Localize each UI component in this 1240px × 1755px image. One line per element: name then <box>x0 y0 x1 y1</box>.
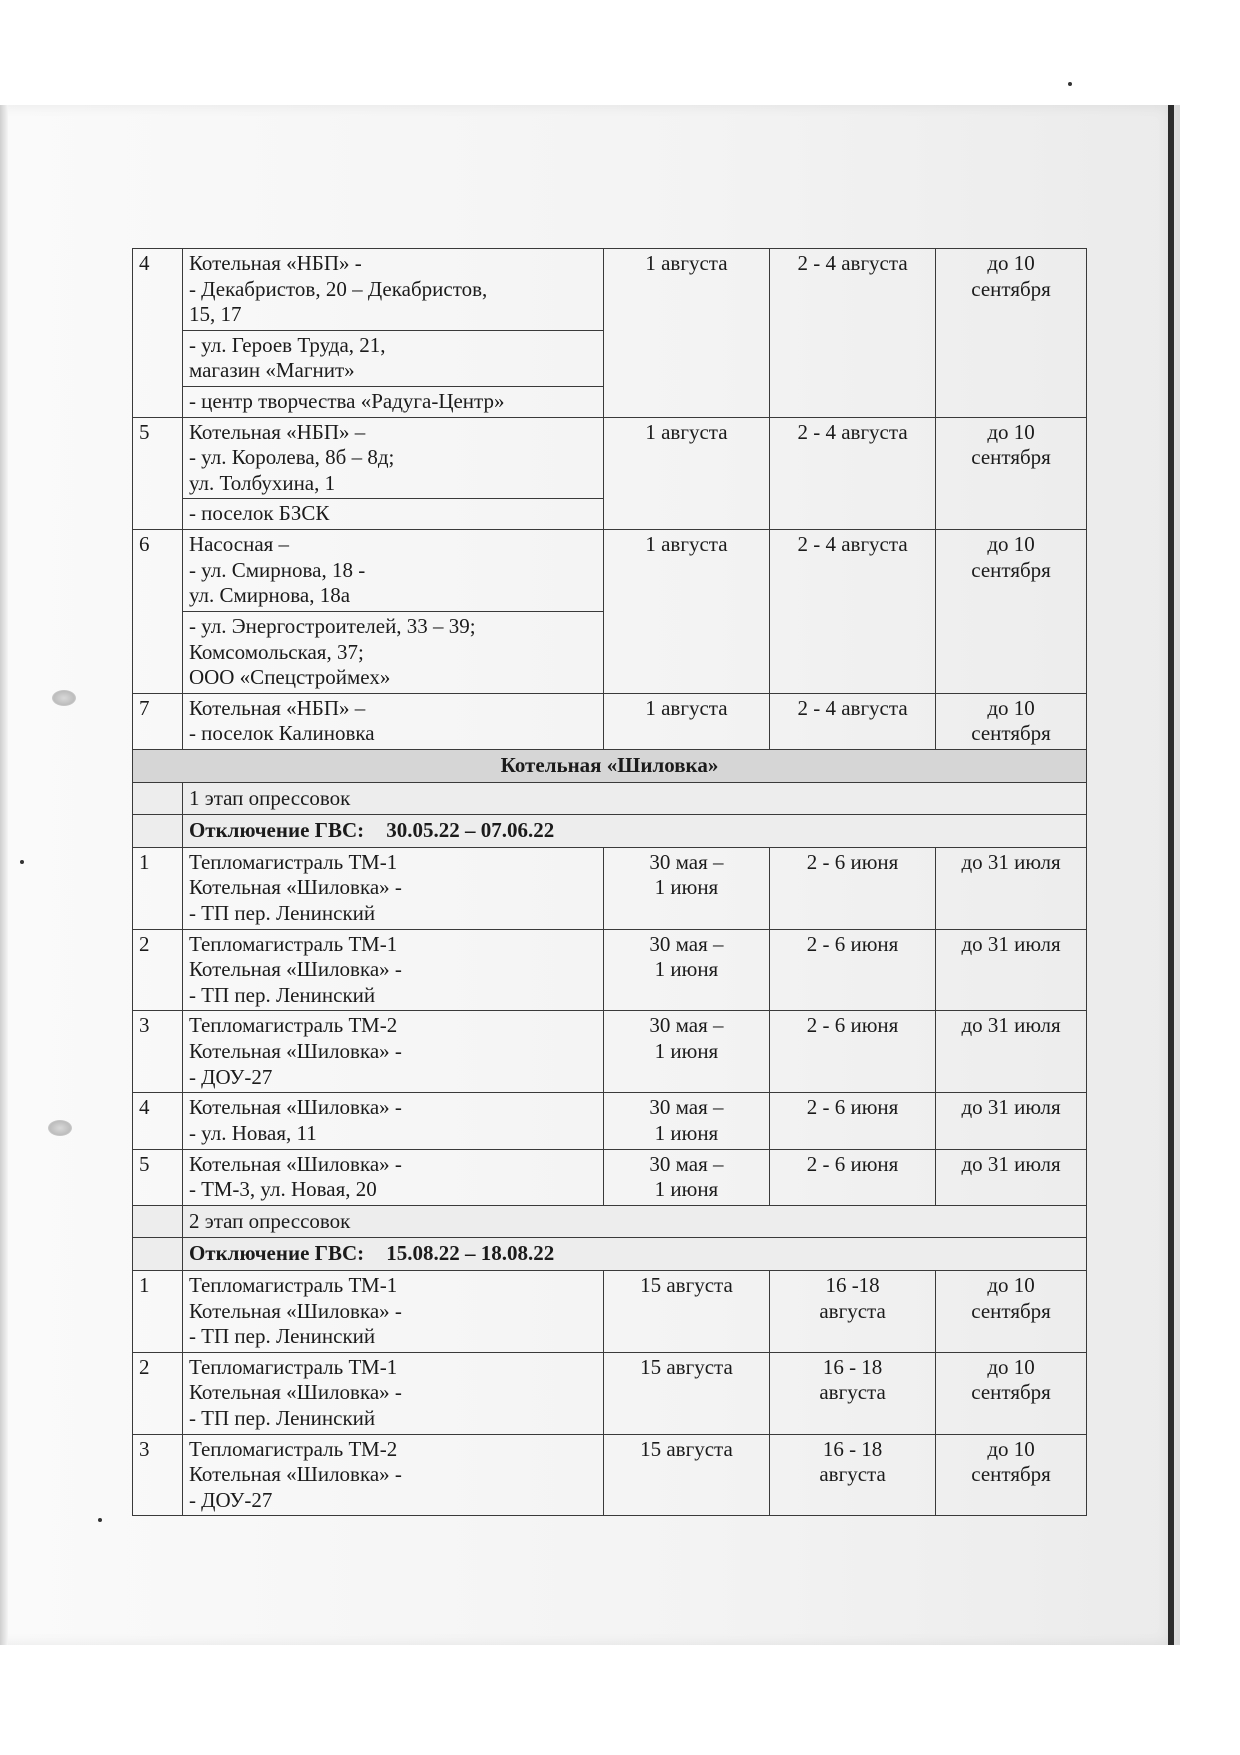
test-date-cell: 2 - 6 июня <box>770 1149 936 1205</box>
repair-deadline-cell: до 10 сентября <box>936 1270 1087 1352</box>
object-cell: - центр творчества «Радуга-Центр» <box>182 387 603 418</box>
test-date-cell: 16 - 18 августа <box>770 1352 936 1434</box>
repair-deadline-cell: до 10 сентября <box>936 1434 1087 1516</box>
shutdown-row <box>133 815 1087 848</box>
stage-label: 1 этап опрессовок <box>182 782 1086 815</box>
object-cell: Насосная – - ул. Смирнова, 18 - ул. Смирнова, 18а <box>182 530 603 612</box>
row-number: 2 <box>133 1352 183 1434</box>
shutdown-label: Отключение ГВС: <box>188 1241 365 1266</box>
test-date-cell: 2 - 6 июня <box>770 929 936 1011</box>
object-cell: - ул. Энергостроителей, 33 – 39; Комсомольская, 37; ООО «Спецстроймех» <box>182 611 603 693</box>
disable-date-cell: 1 августа <box>603 417 769 529</box>
stage-label: 2 этап опрессовок <box>182 1205 1086 1238</box>
shutdown-label: Отключение ГВС: <box>188 818 365 843</box>
test-date-cell: 2 - 4 августа <box>770 249 936 418</box>
object-cell: Тепломагистраль ТМ-1 Котельная «Шиловка» - - ТП пер. Ленинский <box>182 1270 603 1352</box>
disable-date-cell: 30 мая – 1 июня <box>603 1011 769 1093</box>
row-number: 1 <box>133 1270 183 1352</box>
table-row <box>133 1352 1087 1434</box>
shutdown-dates: 15.08.22 – 18.08.22 <box>386 1241 555 1266</box>
table-row <box>133 1434 1087 1516</box>
disable-date-cell: 30 мая – 1 июня <box>603 1093 769 1149</box>
schedule-table <box>132 248 1087 1516</box>
repair-deadline-cell: до 31 июля <box>936 929 1087 1011</box>
stage-number-empty <box>133 782 183 815</box>
object-cell: - поселок БЗСК <box>182 499 603 530</box>
scan-speck <box>1068 82 1072 86</box>
disable-date-cell: 1 августа <box>603 530 769 694</box>
object-cell: Тепломагистраль ТМ-1 Котельная «Шиловка» - - ТП пер. Ленинский <box>182 847 603 929</box>
table-row <box>133 693 1087 749</box>
table-row <box>133 1011 1087 1093</box>
test-date-cell: 2 - 6 июня <box>770 1093 936 1149</box>
row-number: 2 <box>133 929 183 1011</box>
section-header-row <box>133 749 1087 782</box>
test-date-cell: 2 - 4 августа <box>770 417 936 529</box>
test-date-cell: 2 - 6 июня <box>770 1011 936 1093</box>
object-cell: Котельная «Шиловка» - - ул. Новая, 11 <box>182 1093 603 1149</box>
test-date-cell: 16 -18 августа <box>770 1270 936 1352</box>
shutdown-cell <box>182 1238 1086 1271</box>
disable-date-cell: 15 августа <box>603 1352 769 1434</box>
disable-date-cell: 30 мая – 1 июня <box>603 929 769 1011</box>
object-cell: Тепломагистраль ТМ-2 Котельная «Шиловка» - - ДОУ-27 <box>182 1434 603 1516</box>
repair-deadline-cell: до 31 июля <box>936 1093 1087 1149</box>
scan-speck <box>20 860 24 864</box>
repair-deadline-cell: до 10 сентября <box>936 693 1087 749</box>
object-cell: Котельная «НБП» – - ул. Королева, 8б – 8д; ул. Толбухина, 1 <box>182 417 603 499</box>
punch-hole <box>52 690 76 706</box>
test-date-cell: 2 - 4 августа <box>770 530 936 694</box>
repair-deadline-cell: до 10 сентября <box>936 530 1087 694</box>
stage-label-row <box>133 1205 1087 1238</box>
table-row <box>133 530 1087 612</box>
row-number: 4 <box>133 1093 183 1149</box>
disable-date-cell: 1 августа <box>603 249 769 418</box>
disable-date-cell: 30 мая – 1 июня <box>603 847 769 929</box>
row-number: 7 <box>133 693 183 749</box>
table-row <box>133 249 1087 331</box>
test-date-cell: 2 - 4 августа <box>770 693 936 749</box>
disable-date-cell: 1 августа <box>603 693 769 749</box>
scan-speck <box>98 1518 102 1522</box>
table-row <box>133 417 1087 499</box>
test-date-cell: 16 - 18 августа <box>770 1434 936 1516</box>
row-number: 3 <box>133 1011 183 1093</box>
shutdown-cell <box>182 815 1086 848</box>
row-number: 3 <box>133 1434 183 1516</box>
object-cell: Тепломагистраль ТМ-1 Котельная «Шиловка» - - ТП пер. Ленинский <box>182 929 603 1011</box>
disable-date-cell: 30 мая – 1 июня <box>603 1149 769 1205</box>
stage-number-empty <box>133 1238 183 1271</box>
repair-deadline-cell: до 31 июля <box>936 1149 1087 1205</box>
table-row <box>133 1270 1087 1352</box>
stage-number-empty <box>133 815 183 848</box>
object-cell: Тепломагистраль ТМ-2 Котельная «Шиловка» - - ДОУ-27 <box>182 1011 603 1093</box>
table-row <box>133 929 1087 1011</box>
object-cell: Котельная «Шиловка» - - ТМ-3, ул. Новая, 20 <box>182 1149 603 1205</box>
table-row <box>133 1093 1087 1149</box>
section-title: Котельная «Шиловка» <box>133 749 1087 782</box>
row-number: 4 <box>133 249 183 418</box>
object-cell: - ул. Героев Труда, 21, магазин «Магнит» <box>182 330 603 386</box>
table-row <box>133 1149 1087 1205</box>
repair-deadline-cell: до 31 июля <box>936 1011 1087 1093</box>
test-date-cell: 2 - 6 июня <box>770 847 936 929</box>
disable-date-cell: 15 августа <box>603 1270 769 1352</box>
disable-date-cell: 15 августа <box>603 1434 769 1516</box>
row-number: 5 <box>133 1149 183 1205</box>
repair-deadline-cell: до 10 сентября <box>936 1352 1087 1434</box>
table-row <box>133 847 1087 929</box>
page-edge <box>1168 105 1174 1645</box>
repair-deadline-cell: до 31 июля <box>936 847 1087 929</box>
object-cell: Котельная «НБП» – - поселок Калиновка <box>182 693 603 749</box>
object-cell: Котельная «НБП» - - Декабристов, 20 – Декабристов, 15, 17 <box>182 249 603 331</box>
repair-deadline-cell: до 10 сентября <box>936 417 1087 529</box>
repair-deadline-cell: до 10 сентября <box>936 249 1087 418</box>
row-number: 5 <box>133 417 183 529</box>
shutdown-dates: 30.05.22 – 07.06.22 <box>386 818 555 843</box>
stage-label-row <box>133 782 1087 815</box>
object-cell: Тепломагистраль ТМ-1 Котельная «Шиловка» - - ТП пер. Ленинский <box>182 1352 603 1434</box>
shutdown-row <box>133 1238 1087 1271</box>
row-number: 1 <box>133 847 183 929</box>
row-number: 6 <box>133 530 183 694</box>
punch-hole <box>48 1120 72 1136</box>
page-fold-shadow <box>0 105 8 1645</box>
stage-number-empty <box>133 1205 183 1238</box>
